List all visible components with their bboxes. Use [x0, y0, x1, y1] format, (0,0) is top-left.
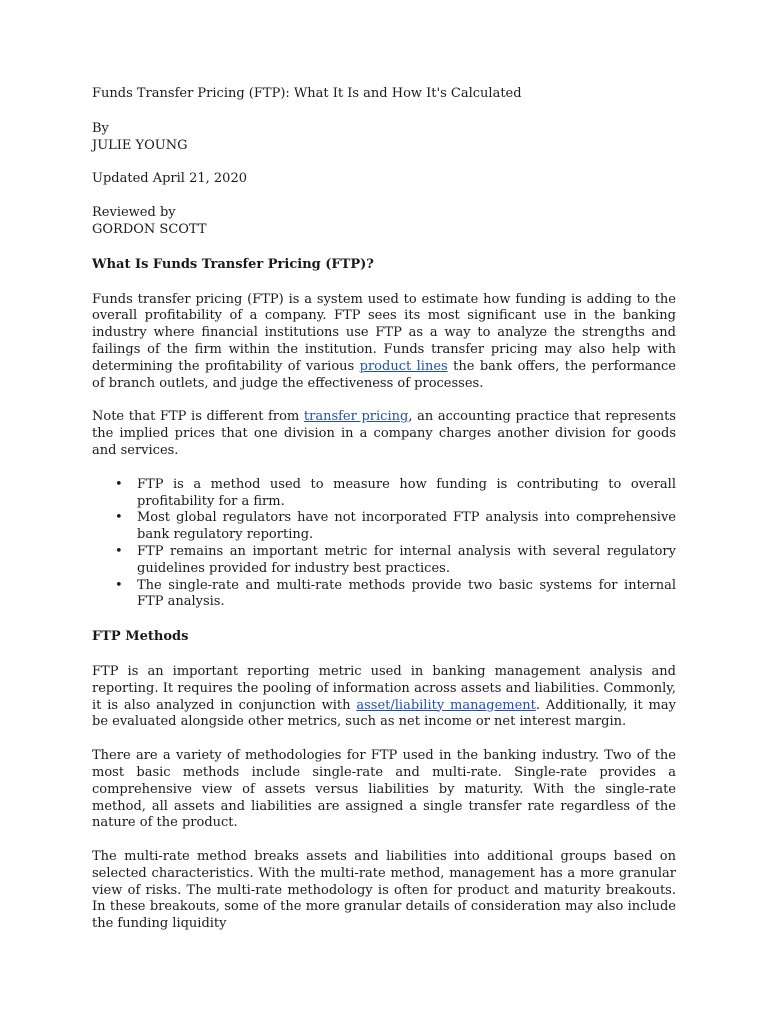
paragraph-text: Funds transfer pricing (FTP) is a system used to estimate how funding is adding to the overall profitability of a company. FTP sees its most significant use in the banking industry where financial institutions use FTP as a way to analyze the strengths and failings of the firm within the institution. Funds transfer pricing may also help with determining the profitability of various [92, 291, 676, 374]
section-heading-ftp-methods: FTP Methods [92, 629, 189, 645]
paragraph-note [92, 409, 676, 459]
key-takeaways-list [92, 477, 676, 611]
article-title: Funds Transfer Pricing (FTP): What It Is and How It's Calculated [92, 86, 522, 101]
section-heading-what-is-ftp: What Is Funds Transfer Pricing (FTP)? [92, 256, 374, 272]
list-item-text: FTP is a method used to measure how funding is contributing to overall profitability for a firm. [137, 476, 676, 509]
paragraph-text: the bank offers, the performance of branch outlets, and judge the effectiveness of processes. [92, 358, 677, 391]
paragraph-multi-rate: The multi-rate method breaks assets and liabilities into additional groups based on selected characteristics. With the multi-rate method, management has a more granular view of risks. The multi-rate methodology is often for product and maturity breakouts. In these breakouts, some of the more granular details of consideration may also include the funding liquidity [92, 849, 676, 932]
paragraph-text: Note that FTP is different from [92, 409, 304, 425]
bullet-icon: • [115, 476, 123, 492]
list-item-text: Most global regulators have not incorporated FTP analysis into comprehensive bank regulatory reporting. [137, 510, 676, 543]
list-item [115, 476, 676, 511]
byline [92, 121, 676, 155]
reviewed-label: Reviewed by [92, 205, 176, 221]
bullet-icon: • [115, 577, 123, 593]
list-item [115, 577, 676, 612]
transfer-pricing-link[interactable]: transfer pricing [303, 409, 409, 425]
paragraph-methodologies: There are a variety of methodologies for FTP used in the banking industry. Two of the most basic methods include single-rate and multi-rate. Single-rate provides a comprehensive view of assets versus liabilities by maturity. With the single-rate method, all assets and liabilities are assigned a single transfer rate regardless of the nature of the product. [92, 748, 676, 831]
asset-liability-management-link[interactable]: asset/liability management [356, 697, 536, 713]
reviewer-block [92, 205, 676, 239]
list-item [115, 510, 676, 544]
paragraph-definition [92, 292, 676, 393]
paragraph-reporting-metric [92, 664, 676, 731]
paragraph-text: FTP is an important reporting metric used in banking management analysis and reporting. It requires the pooling of information across assets and liabilities. Commonly, it is also analyzed in conjunction with [92, 663, 676, 713]
paragraph-text: . Additionally, it may be evaluated alongside other metrics, such as net income or net interest margin. [92, 697, 676, 730]
bullet-icon: • [115, 510, 123, 526]
list-item-text: FTP remains an important metric for internal analysis with several regulatory guidelines provided for industry best practices. [137, 543, 676, 576]
author-name: JULIE YOUNG [92, 137, 188, 153]
list-item [115, 543, 676, 578]
list-item-text: The single-rate and multi-rate methods provide two basic systems for internal FTP analysis. [137, 577, 676, 610]
updated-date: Updated April 21, 2020 [92, 171, 247, 187]
product-lines-link[interactable]: product lines [359, 358, 448, 374]
bullet-icon: • [115, 543, 123, 559]
by-label: By [92, 120, 109, 136]
reviewer-name: GORDON SCOTT [92, 221, 207, 237]
paragraph-text: , an accounting practice that represents the implied prices that one division in a company charges another division for goods and services. [92, 409, 676, 458]
